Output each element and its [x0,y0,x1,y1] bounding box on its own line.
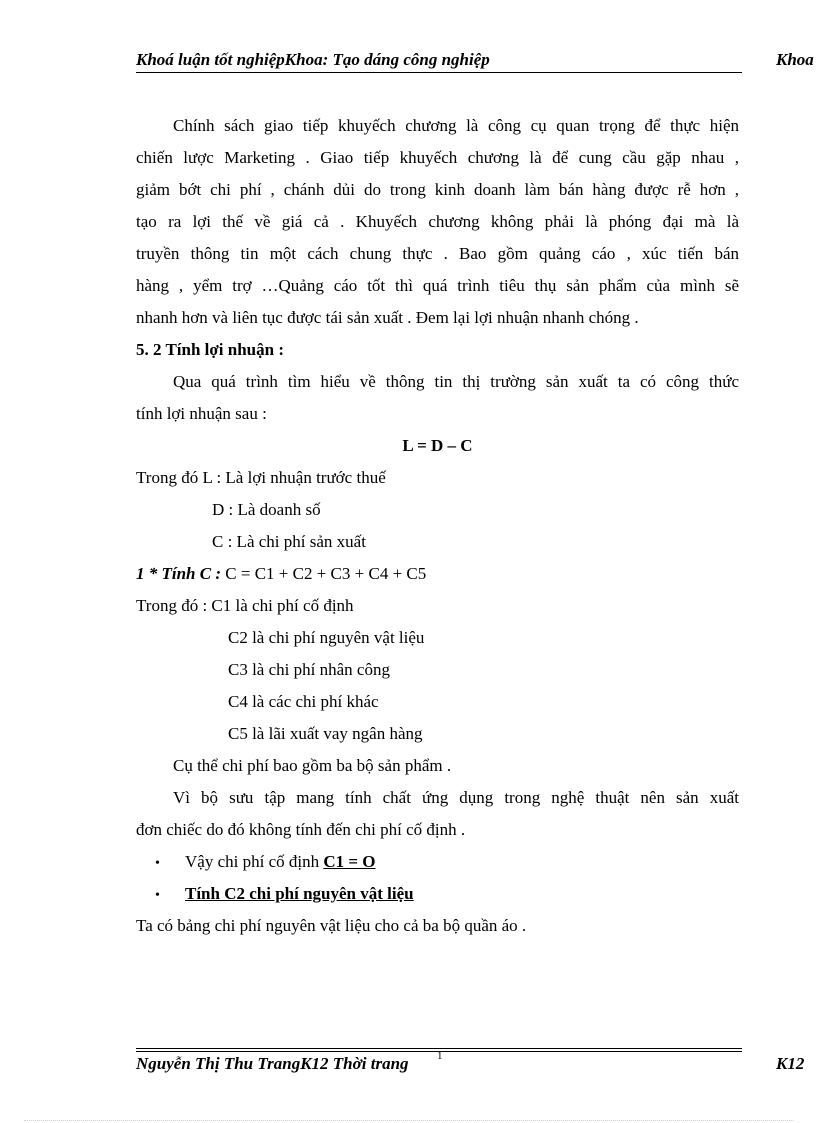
paragraph-line: hàng , yểm trợ …Quảng cáo tốt thì quá trình tiêu thụ sản phẩm của mình sẽ [136,276,739,295]
paragraph-line: tính lợi nhuận sau : [136,404,267,423]
bullet-icon: • [155,888,160,903]
paragraph-line: đơn chiếc do đó không tính đến chi phí cố định . [136,820,466,839]
section-heading: 5. 2 Tính lợi nhuận : [136,340,285,359]
definition-line: C2 là chi phí nguyên vật liệu [228,628,425,647]
definition-line: C5 là lãi xuất vay ngân hàng [228,724,423,743]
definition-line: Trong đó : C1 là chi phí cố định [136,596,354,615]
cost-formula-label: 1 * Tính C : [136,564,222,583]
fixed-cost-value: C1 = O [323,852,376,871]
paragraph-line: Qua quá trình tìm hiểu về thông tin thị trường sản xuất ta có công thức [173,372,739,391]
bullet-icon: • [155,856,160,871]
paragraph-line: Vì bộ sưu tập mang tính chất ứng dụng trong nghệ thuật nên sản xuất [173,788,739,807]
cost-formula-line [136,560,739,592]
paragraph-line: nhanh hơn và liên tục được tái sản xuất . Đem lại lợi nhuận nhanh chóng . [136,308,639,327]
footer-rule [136,1048,742,1049]
definition-line: Trong đó L : Là lợi nhuận trước thuế [136,468,386,487]
page-footer-right: K12 [776,1054,805,1073]
paragraph-line: Cụ thể chi phí bao gồm ba bộ sản phẩm . [173,756,452,775]
bullet-item [136,880,739,912]
cost-formula: C = C1 + C2 + C3 + C4 + C5 [221,564,427,583]
bullet-item [136,848,739,880]
bullet-heading: Tính C2 chi phí nguyên vật liệu [185,884,414,903]
definition-line: C : Là chi phí sản xuất [212,532,366,551]
paragraph-line: Ta có bảng chi phí nguyên vật liệu cho cả ba bộ quần áo . [136,916,527,935]
document-body [136,112,739,944]
paragraph-line: truyền thông tin một cách chung thực . Bao gồm quảng cáo , xúc tiến bán [136,244,739,263]
paragraph-line: Chính sách giao tiếp khuyếch chương là công cụ quan trọng để thực hiện [173,116,739,135]
profit-formula: L = D – C [402,436,473,455]
page-number: 1 [437,1050,443,1062]
paragraph-line: chiến lược Marketing . Giao tiếp khuyếch chương là để cung cầu gặp nhau , [136,148,739,167]
definition-line: C3 là chi phí nhân công [228,660,390,679]
page-bottom-divider [24,1120,794,1121]
definition-line: C4 là các chi phí khác [228,692,379,711]
definition-line: D : Là doanh số [212,500,321,519]
paragraph-line: giảm bớt chi phí , chánh dủi do trong kinh doanh làm bán hàng được rễ hơn , [136,180,739,199]
bullet-text: Vậy chi phí cố định [185,852,324,871]
paragraph-line: tạo ra lợi thế về giá cả . Khuyếch chương không phải là phóng đại mà là [136,212,739,231]
page-header-right: Khoa [776,50,814,69]
page-footer: Nguyễn Thị Thu TrangK12 Thời trang [136,1054,409,1073]
page-header: Khoá luận tốt nghiệpKhoa: Tạo dáng công nghiệp [136,50,742,73]
